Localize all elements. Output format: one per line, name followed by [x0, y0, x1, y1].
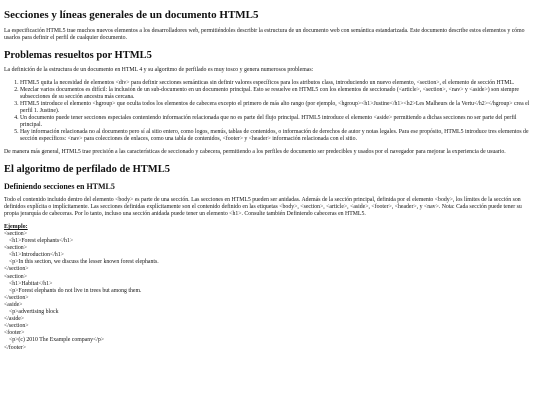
problems-list-item: 4. Un documento puede tener secciones especiales conteniendo información relacionada que no es parte del flujo principal. HTML5 introduce el elemento <aside> permitiendo a dichas secciones no ser parte del perfil principal. — [20, 115, 536, 129]
problems-heading: Problemas resueltos por HTML5 — [4, 50, 152, 61]
problems-list-item: 2. Mezclar varios documentos es difícil: la inclusión de un sub-documento en un documento principal. Esto se resuelve en HTML5 con los elementos de seccionado (<article>, <section>, <nav> y <aside>) son siempre subsecciones de su sección ancestra más cercana. — [20, 87, 536, 101]
example-label: Ejemplo: — [4, 224, 28, 230]
sections-subheading: Definiendo secciones en HTML5 — [4, 182, 115, 191]
problems-list-item: 3. HTML5 introduce el elemento <hgroup> que oculta todos los elementos de cabecera excepto el primero de más alto rango (por ejemplo, <hgroup><h1>Justine</h1><h2>Les Malheurs de la Vertu</h2></hgroup> crea el perfil 1. Justine). — [20, 101, 536, 115]
problems-summary: De manera más general, HTML5 trae precisión a las características de seccionado y cabecera, permitiendo a los perfiles de documento ser predecibles y usados por el navegador para mejorar la experiencia de usuario. — [4, 149, 506, 155]
problems-list-item: 5. Hay información relacionada no al documento pero sí al sitio entero, como logos, menús, tablas de contenidos, o información de derechos de autor y notas legales. Para ese propósito, HTML5 introduce tres elementos de sección específicos: <nav> para colecciones de enlaces, como una tabla de contenidos, <footer> y <header> información relacionada con el sitio. — [20, 129, 536, 143]
code-line: <p>In this section, we discuss the lesser known forest elephants. — [9, 259, 159, 266]
code-line: <section> — [4, 273, 27, 280]
problems-lead: La definición de la estructura de un documento en HTML 4 y su algoritmo de perfilado es muy tosco y genera numerosos problemas: — [4, 67, 314, 73]
intro-paragraph: La especificación HTML5 trae muchos nuevos elementos a los desarrolladores web, permitiéndoles describir la estructura de un documento web con semántica estandarizada. Este documento describe estos elementos y cómo usarlos para definir el perfil de cualquier documento. — [4, 28, 525, 41]
code-line: </footer> — [4, 344, 26, 351]
code-line: </section> — [4, 323, 29, 330]
code-line: <p>(c) 2010 The Example company</p> — [9, 337, 105, 344]
code-line: <aside> — [4, 301, 23, 308]
code-line: <h1>Habitat</h1> — [9, 280, 53, 287]
problems-list-item: 1. HTML5 quita la necesidad de elementos <div> para definir secciones semánticas sin definir valores específicos para los atributos class, introduciendo un nuevo elemento, <section>, el elemento de sección HTML. — [20, 80, 536, 87]
code-line: <p>advertising block — [9, 309, 59, 316]
problems-list — [4, 80, 536, 143]
code-example — [4, 231, 536, 352]
code-line: </section> — [4, 266, 29, 273]
algorithm-heading: El algoritmo de perfilado de HTML5 — [4, 164, 170, 175]
sections-body: Todo el contenido incluido dentro del elemento <body> es parte de una sección. Las secciones en HTML5 pueden ser anidadas. Además de la sección principal, definida por el elemento <body>, los límites de la sección son definidos explícita o implícitamente. Las secciones definidas explícitamente son el contenido definido en las etiquetas <body>, <section>, <article>, <aside>, <footer>, <header>, y <nav>. Nota: Cada sección puede tener su propia jerarquía de cabeceras. Por lo tanto, incluso una sección anidada puede tener un elemento <h1>. Consulte también Definiendo cabeceras en HTML5. — [4, 197, 522, 217]
code-line: <section> — [4, 245, 27, 252]
document-page — [0, 9, 540, 352]
code-line: </section> — [4, 294, 29, 301]
code-line: <p>Forest elephants do not live in trees but among them. — [9, 287, 142, 294]
page-title: Secciones y líneas generales de un documento HTML5 — [4, 9, 259, 21]
code-line: </aside> — [4, 316, 25, 323]
code-line: <h1>Forest elephants</h1> — [9, 238, 74, 245]
code-line: <h1>Introduction</h1> — [9, 252, 64, 259]
code-line: <footer> — [4, 330, 25, 337]
code-line: <section> — [4, 231, 27, 237]
